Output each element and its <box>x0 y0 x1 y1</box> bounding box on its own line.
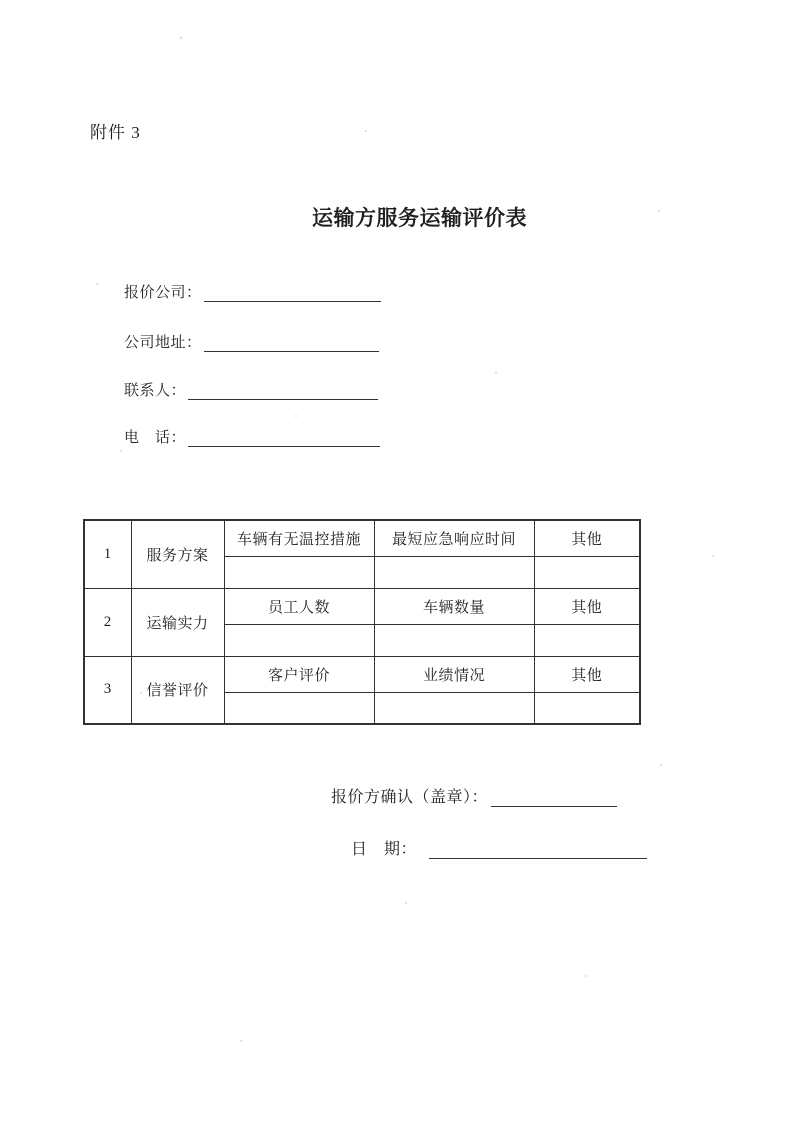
field-contact-person-blank <box>188 383 378 400</box>
row-3-number: 3 <box>84 656 131 724</box>
row-2-value-1 <box>224 624 374 656</box>
row-1-category: 服务方案 <box>131 520 224 588</box>
scan-noise-specks <box>180 37 182 39</box>
row-3-criterion-2: 业绩情况 <box>374 656 534 692</box>
date-blank <box>429 841 647 859</box>
row-1-criterion-3: 其他 <box>534 520 640 556</box>
field-phone-label: 电 话： <box>124 430 187 446</box>
field-phone <box>124 426 380 447</box>
date-label: 日 期： <box>351 841 418 858</box>
row-2-criterion-2: 车辆数量 <box>374 588 534 624</box>
row-2-category: 运输实力 <box>131 588 224 656</box>
row-3-category: 信誉评价 <box>131 656 224 724</box>
confirm-seal-row <box>331 784 617 807</box>
field-quoting-company-blank <box>204 285 381 302</box>
row-2-value-2 <box>374 624 534 656</box>
row-1-criterion-2: 最短应急响应时间 <box>374 520 534 556</box>
evaluation-table <box>83 519 641 725</box>
row-1-criterion-1: 车辆有无温控措施 <box>224 520 374 556</box>
field-company-address <box>124 331 379 352</box>
table-row <box>84 656 640 692</box>
confirm-seal-blank <box>491 789 617 807</box>
field-company-address-blank <box>204 335 379 352</box>
row-3-criterion-3: 其他 <box>534 656 640 692</box>
table-row <box>84 520 640 556</box>
field-quoting-company-label: 报价公司： <box>124 285 202 301</box>
date-row <box>351 836 647 859</box>
attachment-label: 附件 3 <box>90 123 141 142</box>
row-2-number: 2 <box>84 588 131 656</box>
confirm-seal-label: 报价方确认（盖章）： <box>331 789 489 806</box>
row-1-value-2 <box>374 556 534 588</box>
field-contact-person <box>124 379 378 400</box>
row-1-value-3 <box>534 556 640 588</box>
row-3-value-1 <box>224 692 374 724</box>
row-2-criterion-3: 其他 <box>534 588 640 624</box>
field-phone-blank <box>188 430 380 447</box>
field-quoting-company <box>124 281 381 302</box>
row-2-criterion-1: 员工人数 <box>224 588 374 624</box>
row-2-value-3 <box>534 624 640 656</box>
row-1-number: 1 <box>84 520 131 588</box>
page-title: 运输方服务运输评价表 <box>312 206 527 230</box>
row-1-value-1 <box>224 556 374 588</box>
row-3-value-3 <box>534 692 640 724</box>
field-company-address-label: 公司地址： <box>124 335 202 351</box>
field-contact-person-label: 联系人： <box>124 383 187 399</box>
table-row <box>84 588 640 624</box>
row-3-value-2 <box>374 692 534 724</box>
row-3-criterion-1: 客户评价 <box>224 656 374 692</box>
